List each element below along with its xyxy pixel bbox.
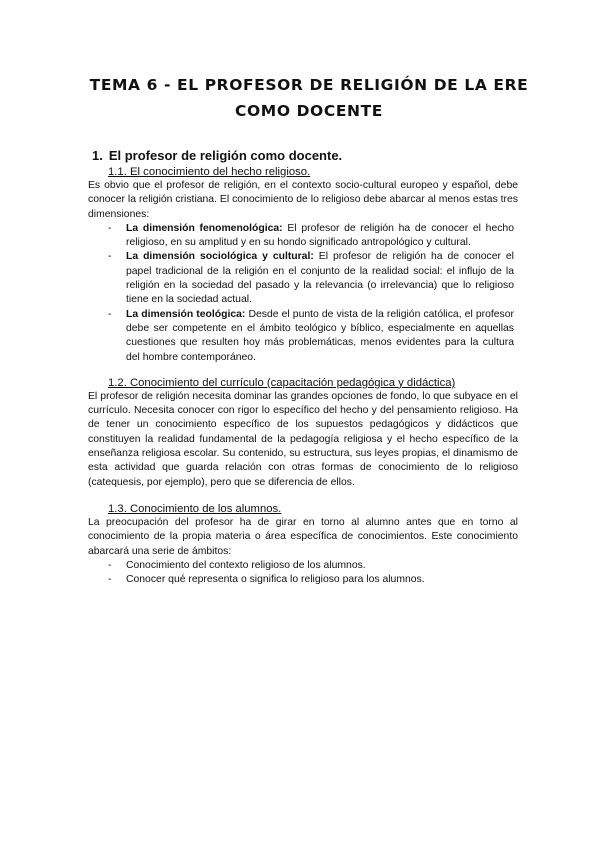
section-number: 1. [92,148,103,163]
dash-marker: - [108,308,112,320]
list-item-term: La dimensión teológica: [126,308,246,320]
dash-marker: - [108,222,112,234]
subsection-paragraph: La preocupación del profesor ha de girar en torno al alumno antes que en torno al conocimiento de la propia materia o área específica de conocimientos. Este conocimiento abarcará una serie de ámbitos: [88,516,518,557]
dimension-list [108,222,514,365]
title-line-2: COMO DOCENTE [235,102,383,120]
subsection-1-2 [88,376,518,490]
list-item-text: Conocer qué representa o significa lo religioso para los alumnos. [126,574,425,586]
scope-list [108,559,514,588]
list-item [108,222,514,251]
subsection-heading: 1.2. Conocimiento del currículo (capacitación pedagógica y didáctica) [108,376,456,389]
list-item-term: La dimensión fenomenológica: [126,222,283,234]
subsection-heading: 1.3. Conocimiento de los alumnos. [108,502,282,515]
list-item-text: Conocimiento del contexto religioso de los alumnos. [126,559,366,571]
dash-marker: - [108,251,112,263]
list-item [108,250,514,307]
list-item [108,573,514,587]
list-item-text: El profesor de religión ha de conocer el hecho religioso, en su amplitud y en su hondo significado antropológico y cultural. [126,222,514,249]
document-title [84,72,534,124]
subsection-1-3 [88,502,518,587]
subsection-heading: 1.1. El conocimiento del hecho religioso. [108,166,311,178]
section-heading-text: El profesor de religión como docente. [108,148,343,163]
list-item [108,308,514,365]
list-item-text: Desde el punto de vista de la religión católica, el profesor debe ser competente en el ámbito teológico y bíblico, especialmente en aquellas cuestiones que resulten hoy más problemáticas, menos evidentes para la cultura del hombre contemporáneo. [126,308,514,363]
list-item-term: La dimensión sociológica y cultural: [126,251,314,263]
subsection-paragraph: El profesor de religión necesita dominar las grandes opciones de fondo, lo que subyace en el currículo. Necesita conocer con rigor lo específico del hecho y del pensamiento religioso. Ha de tener un conocimiento específico de los supuestos pedagógicos y didácticos que constituyen la realidad fundamental de la pedagogía religiosa y el hecho específico de la enseñanza religiosa escolar. Su contenido, su estructura, sus leyes propias, el dinamismo de esta actividad que guarda relación con otras formas de conocimiento de lo religioso (catequesis, por ejemplo), pero que se diferencia de ellos. [88,390,518,488]
section-heading [92,148,514,164]
subsection-1-1 [88,165,518,365]
list-item-text: El profesor de religión ha de conocer el papel tradicional de la religión en el conjunto de la realidad social: el influjo de la religión en la sociedad del pasado y la relevancia (o irrelevancia) que lo religioso tiene en la sociedad actual. [126,251,514,306]
subsection-intro: Es obvio que el profesor de religión, en el contexto socio-cultural europeo y español, debe conocer la religión cristiana. El conocimiento de lo religioso debe abarcar al menos estas tres dimensiones: [88,180,518,220]
list-item [108,559,514,573]
title-line-1: TEMA 6 - EL PROFESOR DE RELIGIÓN DE LA ERE [89,76,529,94]
dash-marker: - [108,574,112,586]
dash-marker: - [108,559,112,571]
